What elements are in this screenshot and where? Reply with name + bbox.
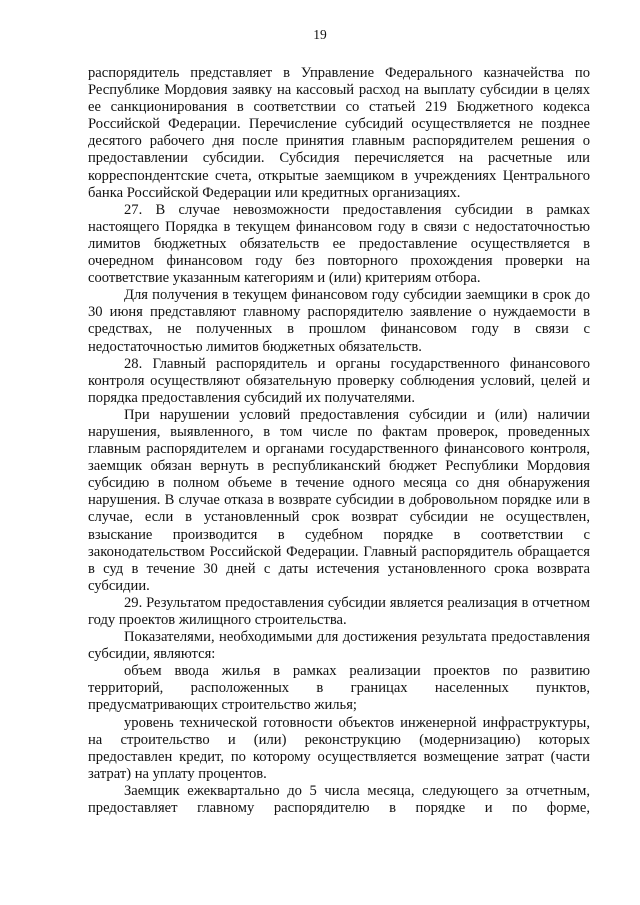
paragraph-clause-28: 28. Главный распорядитель и органы государственного финансового контроля осуществляют обязательную проверку соблюдения условий, целей и порядка предоставления субсидий их получателями.: [88, 355, 590, 406]
document-body: [88, 65, 590, 817]
paragraph-indicator-infrastructure: уровень технической готовности объектов инженерной инфраструктуры, на строительство и (или) реконструкцию (модернизацию) которых предоставлен кредит, по которому осуществляется возмещение затрат (части затрат) на уплату процентов.: [88, 714, 590, 782]
paragraph-clause-27-application: Для получения в текущем финансовом году субсидии заемщики в срок до 30 июня представляют главному распорядителю заявление о нуждаемости в средствах, не полученных в прошлом финансовом году в связи с недостаточностью лимитов бюджетных обязательств.: [88, 287, 590, 355]
paragraph-clause-29-reporting: Заемщик ежеквартально до 5 числа месяца, следующего за отчетным, предоставляет главному распорядителю в порядке и по форме,: [88, 782, 590, 817]
paragraph-clause-29: 29. Результатом предоставления субсидии является реализация в отчетном году проектов жилищного строительства.: [88, 594, 590, 628]
paragraph-continuation: распорядитель представляет в Управление Федерального казначейства по Республике Мордовия заявку на кассовый расход на выплату субсидии в целях ее санкционирования в соответствии со статьей 219 Бюджетного кодекса Российской Федерации. Перечисление субсидий осуществляется не позднее десятого рабочего дня после принятия главным распорядителем решения о предоставлении субсидии. Субсидия перечисляется на расчетные или корреспондентские счета, открытые заемщиком в учреждениях Центрального банка Российской Федерации или кредитных организациях.: [88, 65, 590, 201]
paragraph-clause-28-violations: При нарушении условий предоставления субсидии и (или) наличии нарушения, выявленного, в том числе по фактам проверок, проведенных главным распорядителем и органами государственного финансового контроля, заемщик обязан вернуть в республиканский бюджет Республики Мордовия субсидию в полном объеме в течение одного месяца со дня обнаружения нарушения. В случае отказа в возврате субсидии в добровольном порядке или в случае, если в установленный срок возврат субсидии не осуществлен, взыскание производится в судебном порядке в соответствии с законодательством Российской Федерации. Главный распорядитель обращается в суд в течение 30 дней с даты истечения установленного срока возврата субсидии.: [88, 406, 590, 594]
paragraph-indicator-housing: объем ввода жилья в рамках реализации проектов по развитию территорий, расположенных в границах населенных пунктов, предусматривающих строительство жилья;: [88, 663, 590, 714]
page-number: 19: [313, 27, 327, 42]
paragraph-clause-29-indicators: Показателями, необходимыми для достижения результата предоставления субсидии, являются:: [88, 629, 590, 663]
paragraph-clause-27: 27. В случае невозможности предоставления субсидии в рамках настоящего Порядка в текущем финансовом году в связи с недостаточностью лимитов бюджетных обязательств ее предоставление осуществляется в очередном финансовом году без повторного прохождения проверки на соответствие указанным категориям и (или) критериям отбора.: [88, 201, 590, 287]
